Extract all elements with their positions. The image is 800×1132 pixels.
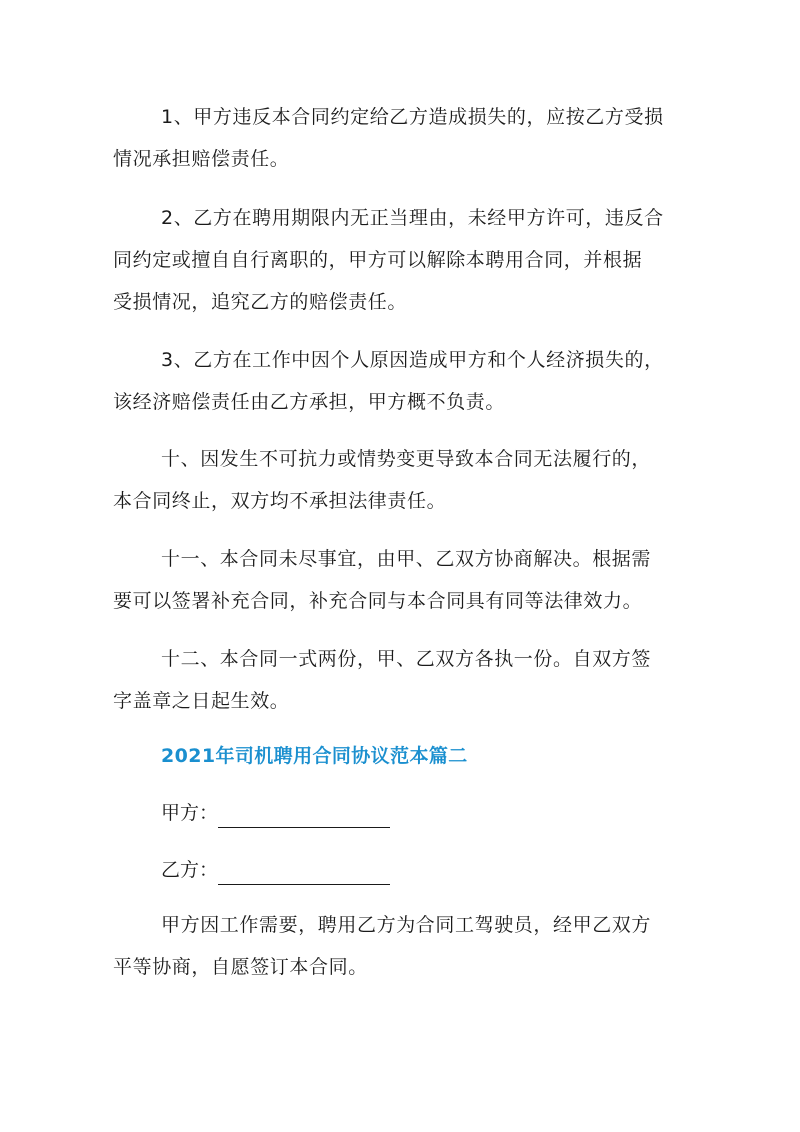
intro-paragraph-line-2: 平等协商，自愿签订本合同。 [113, 956, 368, 978]
clause-2-line-3: 受损情况，追究乙方的赔偿责任。 [113, 291, 408, 313]
clause-3-line-1: 3、乙方在工作中因个人原因造成甲方和个人经济损失的， [161, 349, 664, 371]
party-b-label: 乙方： [161, 859, 219, 881]
article-12-line-2: 字盖章之日起生效。 [113, 690, 290, 712]
article-10-line-2: 本合同终止，双方均不承担法律责任。 [113, 490, 447, 512]
clause-3-line-2: 该经济赔偿责任由乙方承担，甲方概不负责。 [113, 391, 506, 413]
article-11 [113, 538, 693, 622]
clause-1-line-2: 情况承担赔偿责任。 [113, 148, 290, 170]
clause-1 [113, 96, 693, 180]
intro-paragraph [113, 904, 693, 988]
article-10-line-1: 十、因发生不可抗力或情势变更导致本合同无法履行的， [161, 448, 652, 470]
clause-2-line-2: 同约定或擅自自行离职的，甲方可以解除本聘用合同，并根据 [113, 249, 643, 271]
intro-paragraph-line-1: 甲方因工作需要，聘用乙方为合同工驾驶员，经甲乙双方 [161, 914, 652, 936]
article-10 [113, 438, 693, 522]
party-a-label: 甲方： [161, 802, 219, 824]
article-12-line-1: 十二、本合同一式两份，甲、乙双方各执一份。自双方签 [161, 648, 652, 670]
party-b-row [161, 855, 390, 885]
party-b-blank-line [218, 862, 390, 885]
article-11-line-1: 十一、本合同未尽事宜，由甲、乙双方协商解决。根据需 [161, 548, 652, 570]
article-12 [113, 638, 693, 722]
party-a-blank-line [218, 805, 390, 828]
clause-2 [113, 197, 693, 323]
article-11-line-2: 要可以签署补充合同，补充合同与本合同具有同等法律效力。 [113, 590, 643, 612]
section-heading: 2021年司机聘用合同协议范本篇二 [161, 745, 468, 767]
clause-2-line-1: 2、乙方在聘用期限内无正当理由，未经甲方许可，违反合 [161, 207, 664, 229]
party-a-row [161, 798, 390, 828]
clause-1-line-1: 1、甲方违反本合同约定给乙方造成损失的，应按乙方受损 [161, 106, 664, 128]
clause-3 [113, 339, 693, 423]
